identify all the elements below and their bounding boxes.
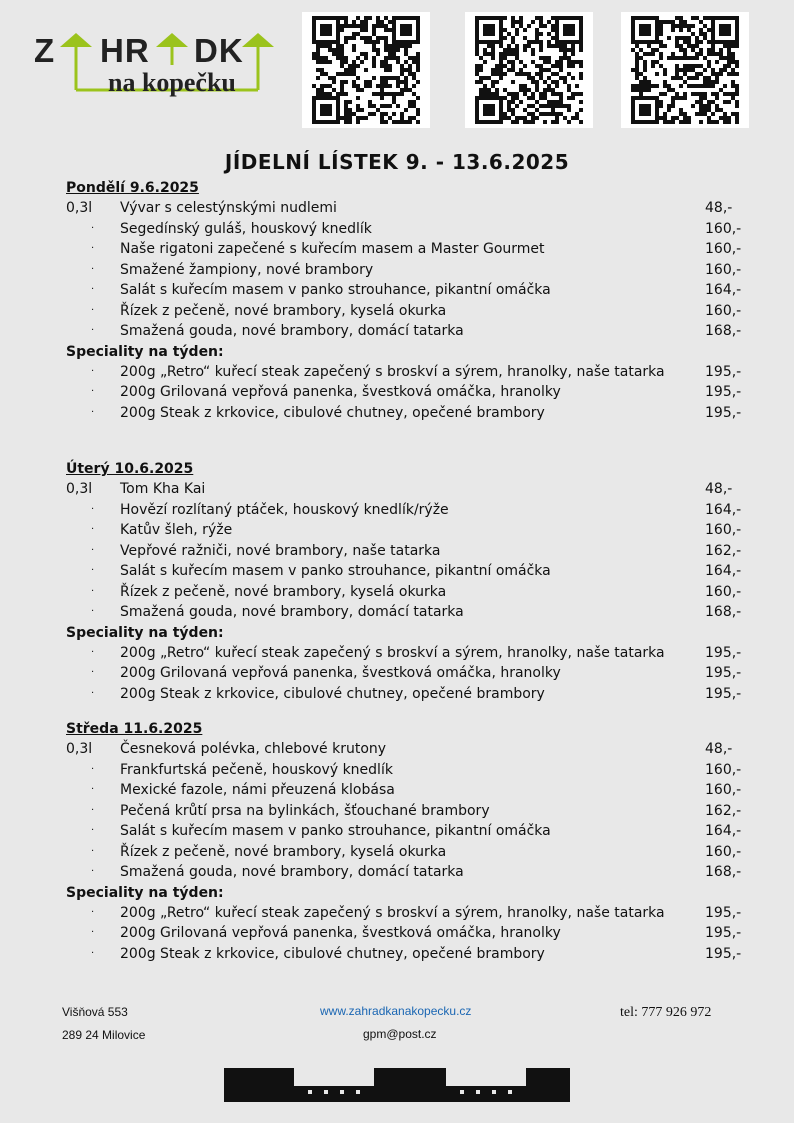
item-name: Salát s kuřecím masem v panko strouhance, pikantní omáčka [120,563,551,579]
item-name: Segedínský guláš, houskový knedlík [120,220,372,237]
logo-text-top: Z HR DK [34,32,244,69]
item-quantity: 0,3l [66,741,93,757]
menu-item [66,321,756,342]
special-item [66,643,756,664]
item-name: 200g „Retro“ kuřecí steak zapečený s broskví a sýrem, hranolky, naše tatarka [120,363,665,380]
item-price: 160,- [705,583,742,600]
bullet-icon: · [91,845,95,857]
item-quantity: 0,3l [66,481,93,497]
item-name: Salát s kuřecím masem v panko strouhance, pikantní omáčka [120,282,551,298]
bullet-icon: · [91,243,95,254]
item-price: 160,- [705,302,742,319]
menu-item [66,520,756,541]
bullet-icon: · [91,947,95,959]
bullet-icon: · [91,284,95,295]
item-price: 48,- [705,481,733,497]
restaurant-logo [30,30,280,95]
item-name: Smažená gouda, nové brambory, domácí tatarka [120,864,464,880]
bullet-icon: · [91,386,95,397]
bullet-icon: · [91,544,95,556]
item-name: Smažená gouda, nové brambory, domácí tatarka [120,604,464,620]
item-name: Naše rigatoni zapečené s kuřecím masem a Master Gourmet [120,241,545,257]
menu-item [66,239,756,260]
logo-text-bottom: na kopečku [108,68,236,97]
menu-item [66,219,756,240]
menu-item [66,821,756,842]
special-item [66,923,756,944]
menu-item [66,561,756,582]
bullet-icon: · [91,667,95,678]
special-item [66,684,756,705]
bullet-icon: · [91,927,95,938]
item-price: 160,- [705,241,742,257]
menu-item [66,541,756,562]
item-price: 162,- [705,802,742,819]
bullet-icon: · [91,263,95,275]
item-price: 195,- [705,665,742,681]
item-price: 164,- [705,282,742,298]
item-price: 162,- [705,542,742,559]
menu-item [66,500,756,521]
weekly-menu [66,178,756,964]
menu-item [66,602,756,623]
special-item [66,944,756,965]
item-price: 160,- [705,782,742,798]
bullet-icon: · [91,906,95,918]
item-price: 164,- [705,823,742,839]
bullet-icon: · [91,565,95,576]
item-price: 168,- [705,604,742,620]
email-address: gpm@post.cz [363,1027,437,1041]
item-name: 200g Grilovaná vepřová panenka, švestková omáčka, hranolky [120,384,561,400]
special-item [66,903,756,924]
item-price: 195,- [705,363,742,380]
menu-item [66,739,756,760]
menu-item [66,760,756,781]
bullet-icon: · [91,365,95,377]
item-name: Řízek z pečeně, nové brambory, kyselá okurka [120,843,447,860]
specials-heading: Speciality na týden: [66,884,224,901]
menu-item [66,198,756,219]
menu-item [66,260,756,281]
bullet-icon: · [91,646,95,658]
menu-item [66,842,756,863]
specials-heading: Speciality na týden: [66,624,224,641]
menu-item [66,280,756,301]
day-heading: Úterý 10.6.2025 [66,461,194,477]
item-price: 168,- [705,323,742,339]
day-heading: Středa 11.6.2025 [66,721,203,737]
menu-item [66,801,756,822]
address-street: Višňová 553 [62,1005,128,1019]
bullet-icon: · [91,585,95,597]
item-price: 195,- [705,904,742,921]
item-name: 200g „Retro“ kuřecí steak zapečený s broskví a sýrem, hranolky, naše tatarka [120,904,665,921]
item-price: 160,- [705,522,742,538]
item-price: 48,- [705,200,733,216]
bullet-icon: · [91,304,95,316]
item-name: Smažená gouda, nové brambory, domácí tatarka [120,323,464,339]
item-price: 195,- [705,945,742,962]
item-name: Řízek z pečeně, nové brambory, kyselá okurka [120,583,447,600]
menu-item [66,301,756,322]
spacer [66,423,756,459]
bullet-icon: · [91,784,95,795]
item-price: 160,- [705,261,742,278]
item-name: 200g „Retro“ kuřecí steak zapečený s broskví a sýrem, hranolky, naše tatarka [120,644,665,661]
qr-code-icon[interactable] [621,12,749,128]
bullet-icon: · [91,866,95,877]
barcode-graphic [224,1068,570,1102]
item-name: 200g Grilovaná vepřová panenka, švestková omáčka, hranolky [120,665,561,681]
bullet-icon: · [91,406,95,418]
item-price: 168,- [705,864,742,880]
menu-item [66,479,756,500]
bullet-icon: · [91,222,95,234]
menu-item [66,582,756,603]
item-price: 164,- [705,501,742,518]
item-name: Vývar s celestýnskými nudlemi [120,200,337,216]
menu-item [66,862,756,883]
special-item [66,362,756,383]
item-name: 200g Steak z krkovice, cibulové chutney, opečené brambory [120,685,545,702]
item-price: 160,- [705,843,742,860]
item-price: 164,- [705,563,742,579]
item-price: 160,- [705,220,742,237]
item-name: Hovězí rozlítaný ptáček, houskový knedlík/rýže [120,501,449,518]
item-price: 195,- [705,685,742,702]
address-city: 289 24 Milovice [62,1028,146,1042]
bullet-icon: · [91,325,95,336]
menu-item [66,780,756,801]
item-price: 160,- [705,761,742,778]
item-name: Vepřové ražniči, nové brambory, naše tatarka [120,542,441,559]
item-name: Řízek z pečeně, nové brambory, kyselá okurka [120,302,447,319]
website-link[interactable] [320,1004,471,1018]
item-name: Katův šleh, rýže [120,522,233,538]
item-price: 48,- [705,741,733,757]
item-name: Salát s kuřecím masem v panko strouhance, pikantní omáčka [120,823,551,839]
item-name: 200g Steak z krkovice, cibulové chutney, opečené brambory [120,945,545,962]
bullet-icon: · [91,524,95,535]
item-price: 195,- [705,384,742,400]
item-name: 200g Steak z krkovice, cibulové chutney, opečené brambory [120,404,545,421]
item-name: Tom Kha Kai [120,481,206,497]
website-link-text[interactable]: www.zahradkanakopecku.cz [320,1004,472,1018]
bullet-icon: · [91,606,95,617]
item-quantity: 0,3l [66,200,93,216]
qr-code-icon[interactable] [302,12,430,128]
specials-heading: Speciality na týden: [66,343,224,360]
item-price: 195,- [705,644,742,661]
bullet-icon: · [91,763,95,775]
item-price: 195,- [705,925,742,941]
item-name: Mexické fazole, námi přeuzená klobása [120,782,395,798]
qr-code-icon[interactable] [465,12,593,128]
item-name: 200g Grilovaná vepřová panenka, švestková omáčka, hranolky [120,925,561,941]
bullet-icon: · [91,503,95,515]
special-item [66,663,756,684]
item-name: Frankfurtská pečeně, houskový knedlík [120,761,393,778]
item-name: Smažené žampiony, nové brambory [120,261,374,278]
item-price: 195,- [705,404,742,421]
day-heading: Pondělí 9.6.2025 [66,180,199,196]
special-item [66,382,756,403]
page-title: JÍDELNÍ LÍSTEK 9. - 13.6.2025 [224,150,570,174]
item-name: Pečená krůtí prsa na bylinkách, šťouchané brambory [120,802,490,819]
bullet-icon: · [91,825,95,836]
item-name: Česneková polévka, chlebové krutony [120,741,387,757]
phone-number: tel: 777 926 972 [620,1005,712,1020]
bullet-icon: · [91,687,95,699]
special-item [66,403,756,424]
bullet-icon: · [91,804,95,816]
spacer [66,704,756,719]
